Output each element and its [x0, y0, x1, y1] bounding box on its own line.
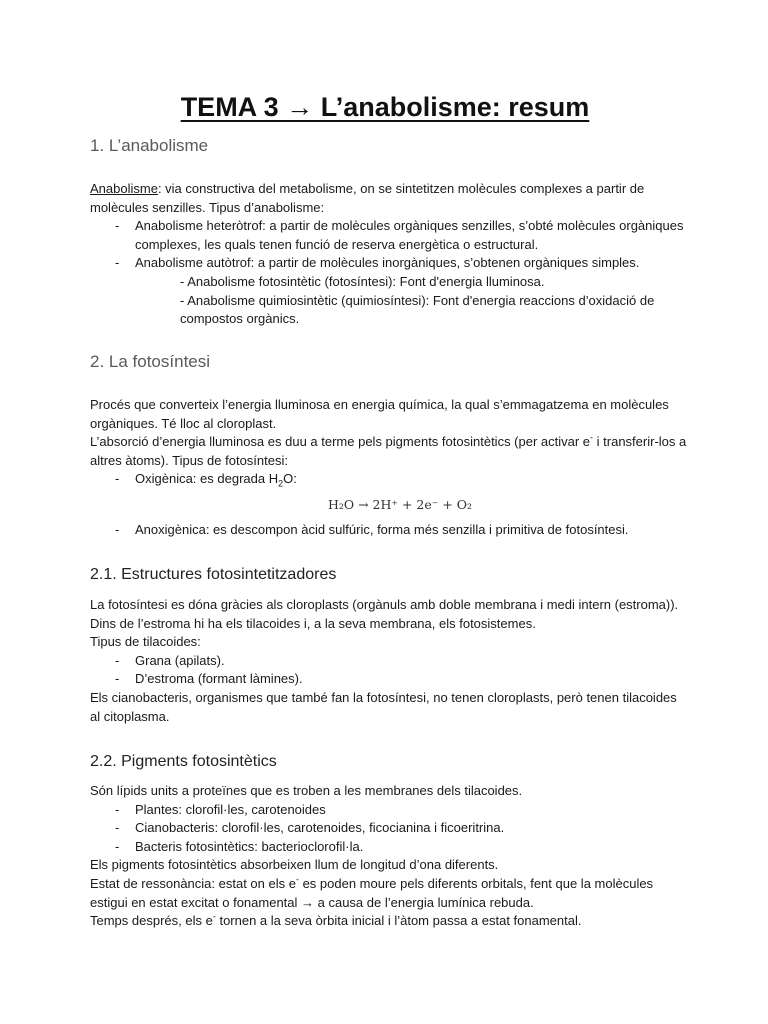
paragraph: Els pigments fotosintètics absorbeixen llum de longitud d’ona diferents.: [90, 857, 499, 873]
list-item: - Anabolisme heteròtrof: a partir de molècules orgàniques senzilles, s’obté molècules orgàniques complexes, les quals tenen funció de reserva energètica o estructural.: [90, 217, 690, 254]
section-body-pigments: [90, 782, 690, 931]
section-heading-fotosintesi: 2. La fotosíntesi: [90, 352, 211, 371]
sub-item: - Anabolisme quimiosintètic (quimiosíntesi): Font d'energia reaccions d’oxidació de compostos orgànics.: [180, 292, 655, 327]
list: [90, 217, 690, 273]
term-anabolisme: Anabolisme: [90, 181, 158, 196]
superscript: -: [295, 874, 299, 885]
list-item: [90, 470, 690, 489]
paragraph: Els cianobacteris, organismes que també fan la fotosíntesi, no tenen cloroplasts, però tenen tilacoides al citoplasma.: [90, 689, 677, 724]
section-body-fotosintesi: [90, 396, 690, 540]
list: [90, 652, 690, 689]
paragraph-text: tornen a la seva òrbita inicial i l’àtom passa a estat fonamental.: [215, 913, 582, 929]
chemical-equation: H₂O → 2H⁺ + 2e⁻ + O₂: [327, 496, 473, 512]
section-body-anabolisme: [90, 180, 690, 329]
paragraph-text: : via constructiva del metabolisme, on se sintetitzen molècules complexes a partir de molècules senzilles. Tipus d’anabolisme:: [90, 181, 645, 215]
list-item: - Anabolisme autòtrof: a partir de molècules inorgàniques, s’obtenen orgàniques simples.: [90, 254, 690, 273]
section-heading-anabolisme: 1. L’anabolisme: [90, 136, 209, 155]
list-item: - Plantes: clorofil·les, carotenoides: [90, 801, 690, 820]
paragraph: [90, 433, 690, 470]
paragraph: [90, 875, 690, 912]
superscript: -: [212, 911, 216, 922]
paragraph-text: Estat de ressonància: estat on els e: [90, 875, 296, 891]
list-item: - Bacteris fotosintètics: bacterioclorofil·la.: [90, 838, 690, 857]
list-item: - Anoxigènica: es descompon àcid sulfúric, forma més senzilla i primitiva de fotosíntesi.: [90, 521, 690, 540]
list-item-text: O:: [283, 471, 297, 487]
paragraph: Són lípids units a proteïnes que es troben a les membranes dels tilacoides.: [90, 783, 523, 798]
paragraph: La fotosíntesi es dóna gràcies als cloroplasts (orgànuls amb doble membrana i medi intern (estroma)). Dins de l’estroma hi ha els tilacoides i, a la seva membrana, els fotosistemes.: [90, 597, 679, 631]
list: [90, 470, 690, 489]
list-item: - Grana (apilats).: [90, 652, 690, 671]
list: [90, 521, 690, 540]
sub-item: - Anabolisme fotosintètic (fotosíntesi): Font d'energia lluminosa.: [180, 273, 545, 289]
paragraph: [90, 912, 690, 931]
paragraph-text: L’absorció d’energia lluminosa es duu a terme pels pigments fotosintètics (per activar e: [90, 434, 591, 450]
section-heading-pigments: 2.2. Pigments fotosintètics: [90, 753, 277, 770]
paragraph: Tipus de tilacoides:: [90, 634, 201, 650]
paragraph-text: es poden moure pels diferents orbitals, fent que la molècules estigui en estat excitat o fonamental → a causa de l’energia lumínica rebuda.: [90, 875, 654, 910]
paragraph: Procés que converteix l’energia lluminosa en energia química, la qual s’emmagatzema en molècules orgàniques. Té lloc al cloroplast.: [90, 397, 669, 431]
list-item-text: Oxigènica: es degrada H: [135, 471, 279, 487]
list-item: - D’estroma (formant làmines).: [90, 670, 690, 689]
subscript: 2: [278, 478, 284, 489]
paragraph-text: Temps després, els e: [90, 913, 213, 929]
section-body-estructures: [90, 596, 690, 726]
page-title: TEMA 3 → L’anabolisme: resum: [180, 92, 590, 122]
paragraph-text: i transferir-los a altres àtoms). Tipus de fotosíntesi:: [90, 434, 687, 468]
list-item: - Cianobacteris: clorofil·les, carotenoides, ficocianina i ficoeritrina.: [90, 819, 690, 838]
section-heading-estructures: 2.1. Estructures fotosintetitzadores: [90, 566, 337, 583]
paragraph: [90, 180, 690, 217]
superscript: -: [590, 432, 594, 443]
list: [90, 801, 690, 857]
